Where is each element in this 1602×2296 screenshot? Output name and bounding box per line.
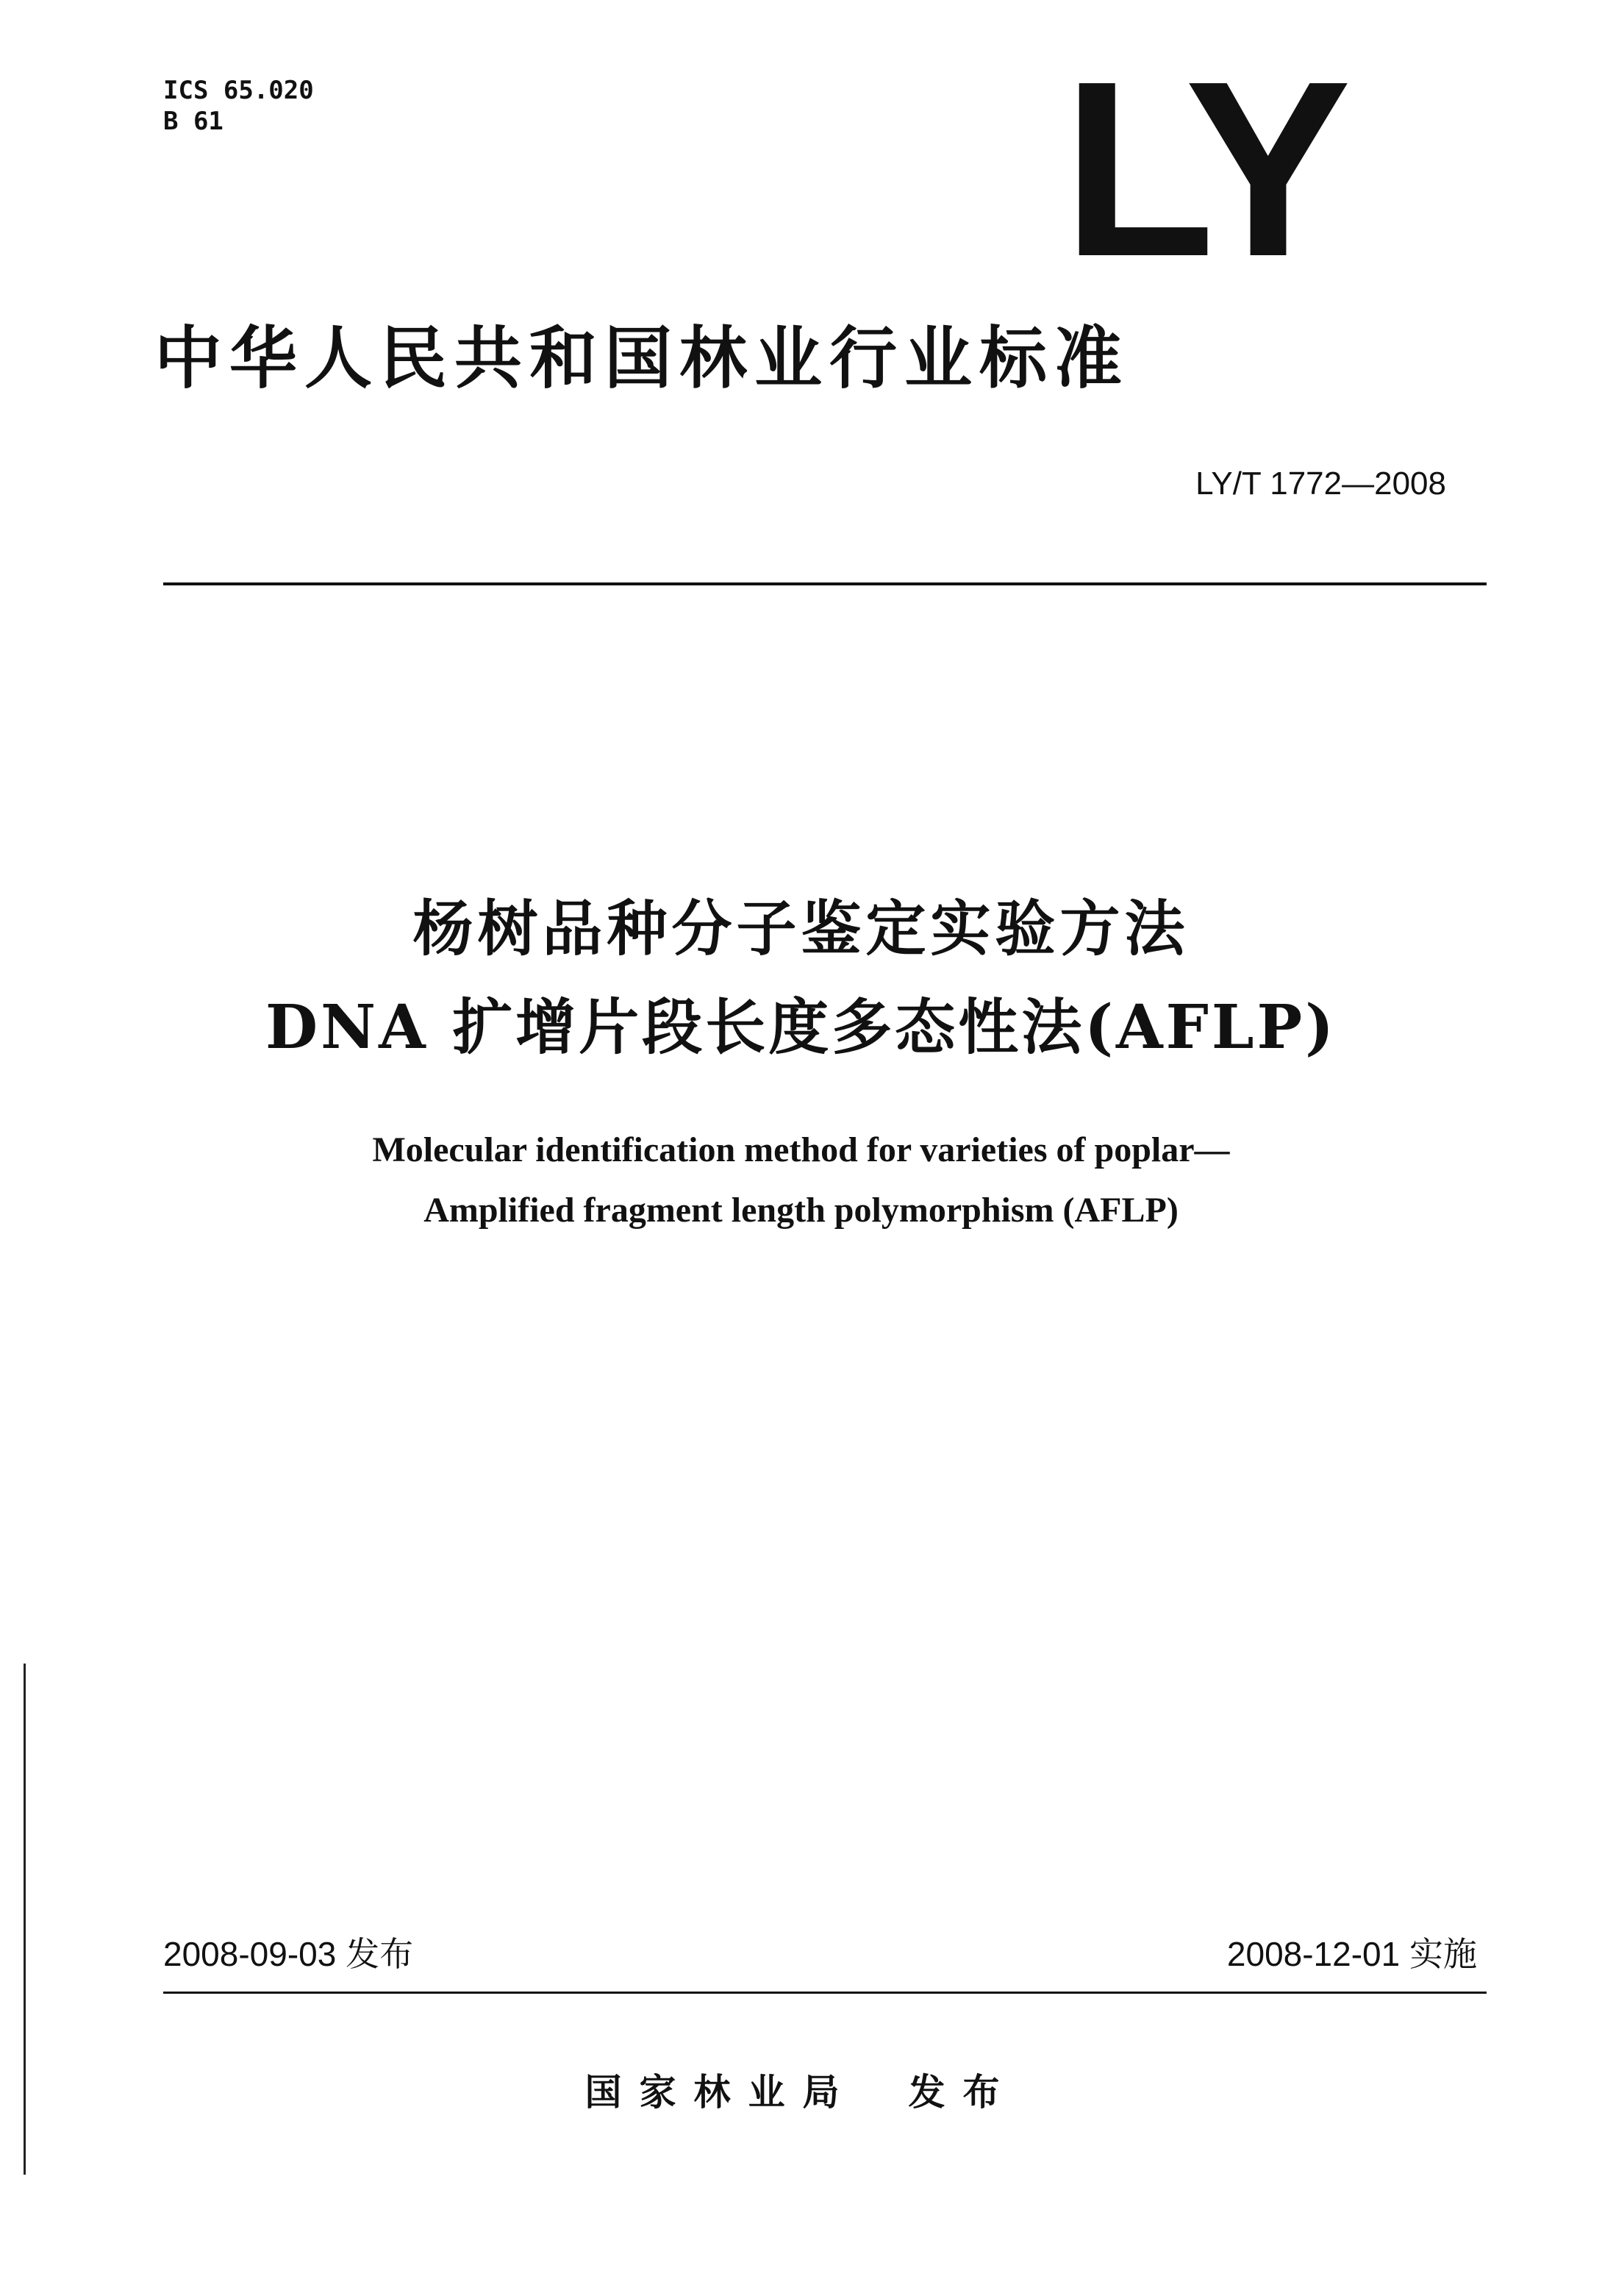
title-english-line-2: Amplified fragment length polymorphism (AFLP) — [423, 1191, 1179, 1230]
effective-date: 2008-12-01 实施 — [1226, 1935, 1477, 1973]
title-chinese-line-1: 杨树品种分子鉴定实验方法 — [412, 894, 1190, 964]
publisher-organization: 国家林业局 — [584, 2071, 857, 2114]
title-chinese-line-2: DNA 扩增片段长度多态性法(AFLP) — [265, 992, 1337, 1063]
classification-codes — [163, 75, 314, 137]
header-divider — [163, 582, 1487, 585]
publisher-line — [0, 2067, 1602, 2118]
issue-date: 2008-09-03 发布 — [163, 1935, 414, 1973]
standard-number: LY/T 1772—2008 — [1195, 466, 1446, 502]
publisher-action: 发布 — [908, 2071, 1018, 2114]
ics-code: ICS 65.020 — [163, 76, 314, 105]
footer-divider — [163, 1992, 1487, 1994]
standard-category-title: 中华人民共和国林业行业标准 — [154, 319, 1130, 398]
ccs-code: B 61 — [163, 107, 224, 136]
standard-logo: LY — [1062, 70, 1345, 268]
title-english-line-1: Molecular identification method for varieties of poplar— — [372, 1130, 1230, 1169]
